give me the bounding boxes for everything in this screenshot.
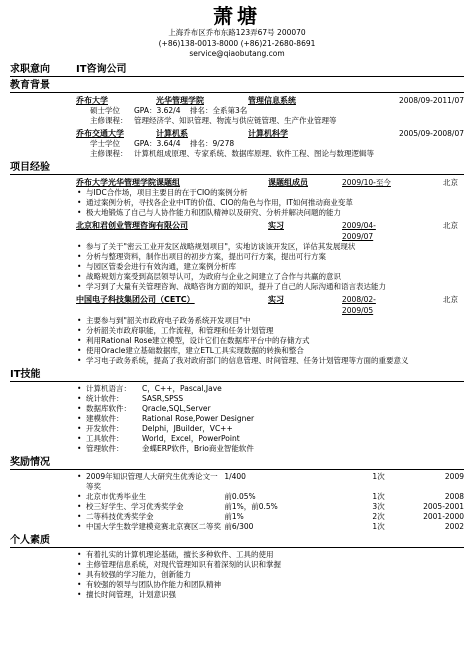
project-role: 实习: [268, 294, 284, 304]
college-name: 光华管理学院: [156, 95, 204, 105]
degree-label: 学士学位: [90, 138, 120, 148]
award-rank: 前1%: [224, 511, 244, 521]
project-role: 实习: [268, 220, 284, 230]
degree-label: 硕士学位: [90, 105, 120, 115]
skill-category: • 管理软件：: [86, 443, 124, 453]
award-times: 1次: [372, 471, 385, 481]
list-item: • 主要参与到"韶关市政府电子政务系统开发项目"中: [76, 316, 464, 326]
award-year: 2002: [444, 521, 464, 531]
award-name: • 校三好学生、学习优秀奖学金: [86, 501, 184, 511]
projects-title: 项目经验: [10, 162, 464, 175]
gpa: GPA：3.64/4: [134, 138, 181, 148]
skill-category: • 开发软件：: [86, 423, 124, 433]
list-item: • 战略规划方案受到高层领导认可，为政府与企业之间建立了合作与共赢的意识: [76, 272, 464, 282]
project-entry: [10, 177, 464, 218]
school-name: 乔布交通大学: [76, 128, 124, 138]
list-item: [76, 472, 464, 492]
award-times: 1次: [372, 521, 385, 531]
list-item: • 擅长时间管理，计划意识强: [76, 590, 464, 600]
skill-category: • 建模软件：: [86, 413, 124, 423]
award-times: 3次: [372, 501, 385, 511]
education-period: 2008/09-2011/07: [398, 95, 464, 105]
award-name: • 二等科技优秀奖学金: [86, 511, 154, 521]
education-title: 教育背景: [10, 80, 464, 93]
list-item: [76, 444, 464, 454]
award-rank: 前6/300: [224, 521, 254, 531]
award-name: • 2009年知识管理人大研究生优秀论文一等奖: [86, 471, 218, 491]
skill-category: • 工具软件：: [86, 433, 124, 443]
skill-value: 金蝶ERP软件，Brio商业智能软件: [142, 443, 254, 453]
skill-value: Rational Rose,Power Designer: [142, 413, 255, 423]
job-intent-label: 求职意向: [10, 63, 50, 75]
candidate-name: 萧塘: [213, 4, 261, 28]
award-year: 2001-2000: [423, 511, 464, 521]
list-item: • 使用Oracle建立基础数据库，建立ETL工具实现数据的转换和整合: [76, 346, 464, 356]
skills-title: IT技能: [10, 369, 464, 382]
list-item: • 与园区管委会进行有效沟通，建立案例分析库: [76, 262, 464, 272]
project-period: 2009/10-至今: [342, 177, 391, 187]
job-intent: [10, 63, 464, 77]
rank: 排名：9/278: [190, 138, 235, 148]
project-org: 北京和君创业管理咨询有限公司: [76, 220, 188, 230]
project-city: 北京: [443, 294, 458, 304]
phone-numbers: (+86)138-0013-8000 (+86)21-2680-8691: [158, 38, 316, 48]
list-item: [76, 394, 464, 404]
list-item: • 极大地锻炼了自己与人协作能力和团队精神以及研究、分析并解决问题的能力: [76, 208, 464, 218]
list-item: [76, 384, 464, 394]
list-item: [76, 522, 464, 532]
major-name: 计算机科学: [248, 128, 288, 138]
project-entry: [10, 294, 464, 366]
courses-label: 主修课程：: [90, 148, 128, 158]
award-year: 2005-2001: [423, 501, 464, 511]
email: service@qiaobutang.com: [189, 49, 285, 58]
list-item: [76, 404, 464, 414]
list-item: • 利用Rational Rose建立模型，设计它们在数据库平台中的存储方式: [76, 336, 464, 346]
gpa: GPA：3.62/4: [134, 105, 181, 115]
award-rank: 前1%，前0.5%: [224, 501, 278, 511]
school-name: 乔布大学: [76, 95, 108, 105]
projects-section: [10, 162, 464, 366]
skills-section: [10, 369, 464, 454]
project-city: 北京: [443, 177, 458, 187]
project-period: 2009/04-2009/07: [342, 220, 376, 241]
award-name: • 中国大学生数学建模竞赛北京赛区二等奖: [86, 521, 221, 531]
list-item: • 分析韶关市政府职能，工作流程，和管理和任务计划管理: [76, 326, 464, 336]
project-role: 课题组成员: [268, 177, 308, 187]
awards-title: 奖励情况: [10, 457, 464, 470]
list-item: [76, 502, 464, 512]
list-item: [76, 414, 464, 424]
skill-category: • 数据库软件：: [86, 403, 131, 413]
list-item: • 与IDC合作场，项目主要目的在于CIO的案例分析: [76, 188, 464, 198]
list-item: • 分析与整理资料，制作出项目的初步方案，提出可行方案，提出可行方案: [76, 252, 464, 262]
resume-header: [10, 0, 464, 60]
education-period: 2005/09-2008/07: [398, 128, 464, 138]
list-item: • 主修管理信息系统，对现代管理知识有着深刻的认识和掌握: [76, 560, 464, 570]
list-item: • 通过案例分析，寻找各企业中IT的价值、CIO的角色与作用，IT如何推动商业变革: [76, 198, 464, 208]
award-times: 1次: [372, 491, 385, 501]
skill-value: Qracle,SQL,Server: [142, 403, 211, 413]
project-city: 北京: [443, 220, 458, 230]
list-item: • 参与了关于"密云工业开发区战略规划项目"，实地访谈该开发区，详估其发展现状: [76, 242, 464, 252]
award-year: 2008: [444, 491, 464, 501]
project-org: 中国电子科技集团公司（CETC）: [76, 294, 195, 304]
skill-category: • 统计软件：: [86, 393, 124, 403]
skill-value: SASR,SPSS: [142, 393, 184, 403]
skill-category: • 计算机语言：: [86, 383, 131, 393]
qualities-section: [10, 535, 464, 600]
award-rank: 1/400: [224, 471, 246, 481]
list-item: [76, 424, 464, 434]
skill-value: C，C++，Pascal,Jave: [142, 383, 222, 393]
skill-value: World，Excel，PowerPoint: [142, 433, 240, 443]
award-year: 2009: [444, 471, 464, 481]
education-entry: [10, 95, 464, 126]
list-item: • 学习到了大量有关管理咨询、战略咨询方面的知识，提升了自己的人际沟通和语言表达能力: [76, 282, 464, 292]
qualities-title: 个人素质: [10, 535, 464, 548]
major-name: 管理信息系统: [248, 95, 296, 105]
address: 上海乔布区乔布东路123弄67号 200070: [168, 28, 306, 37]
education-entry: [10, 128, 464, 159]
courses: 计算机组成原理、专家系统、数据库原理、软件工程、图论与数理逻辑等: [134, 148, 374, 158]
list-item: • 具有较强的学习能力，创新能力: [76, 570, 464, 580]
courses: 管理经济学、知识管理、物流与供应链管理、生产作业管理等: [134, 115, 337, 125]
list-item: • 有较强的领导与团队协作能力和团队精神: [76, 580, 464, 590]
award-rank: 前0.05%: [224, 491, 256, 501]
skill-value: Delphi，JBuilder，VC++: [142, 423, 233, 433]
award-name: • 北京市优秀毕业生: [86, 491, 146, 501]
rank: 排名：全系第3名: [190, 105, 248, 115]
project-org: 乔布大学光华管理学院课题组: [76, 177, 180, 187]
list-item: [76, 434, 464, 444]
awards-section: [10, 457, 464, 532]
college-name: 计算机系: [156, 128, 188, 138]
award-times: 2次: [372, 511, 385, 521]
list-item: • 有着扎实的计算机理论基础，擅长多种软件、工具的使用: [76, 550, 464, 560]
list-item: • 学习电子政务系统，提高了我对政府部门的信息管理、时间管理、任务计划管理等方面的重要意义: [76, 356, 464, 366]
education-section: [10, 80, 464, 159]
courses-label: 主修课程：: [90, 115, 128, 125]
list-item: [76, 492, 464, 502]
list-item: [76, 512, 464, 522]
project-period: 2008/02-2009/05: [342, 294, 376, 315]
project-entry: [10, 220, 464, 292]
job-intent-value: IT咨询公司: [76, 63, 127, 75]
